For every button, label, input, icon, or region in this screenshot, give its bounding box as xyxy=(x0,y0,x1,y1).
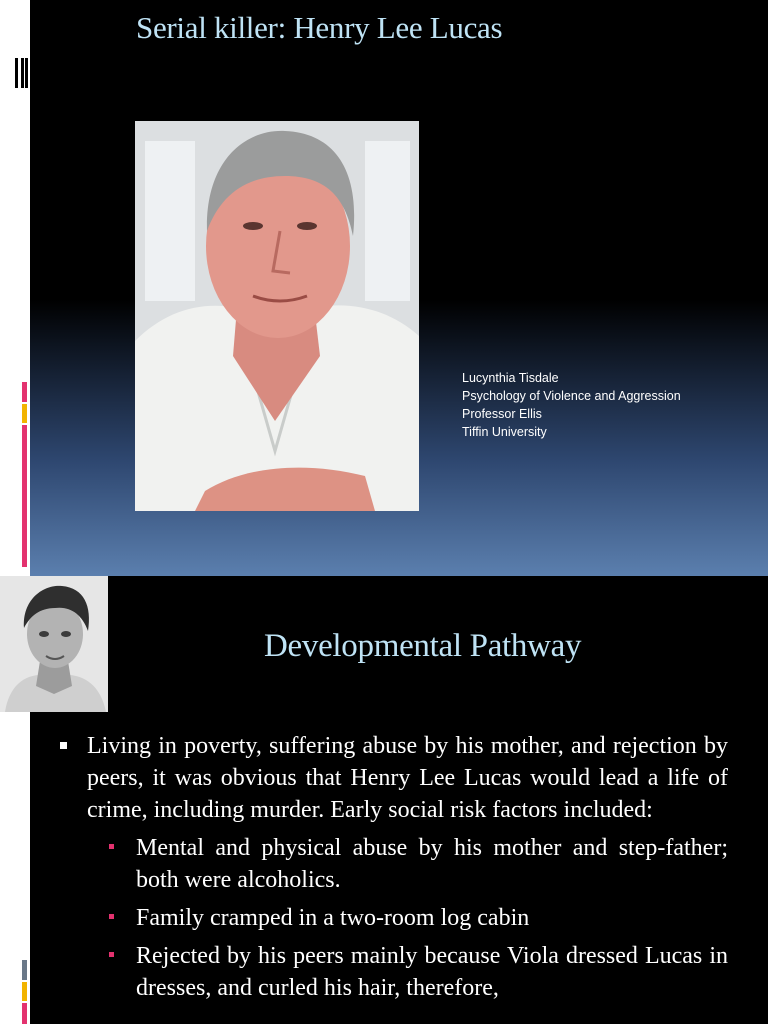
slide-heading: Developmental Pathway xyxy=(264,628,582,664)
accent-bar-yellow xyxy=(22,404,27,423)
main-bullet xyxy=(60,730,728,826)
main-bullet-text: Living in poverty, suffering abuse by his mother, and rejection by peers, it was obvious that Henry Lee Lucas would lead a life of crime, including murder. Early social risk factors included: xyxy=(87,733,728,823)
sub-bullet-list xyxy=(109,832,728,1004)
author-name: Lucynthia Tisdale xyxy=(462,371,559,385)
accent-bar-pink-long xyxy=(22,425,27,567)
square-bullet-icon xyxy=(109,914,114,919)
sub-bullet xyxy=(109,902,728,934)
content-slide xyxy=(0,576,768,1024)
slide-title: Serial killer: Henry Lee Lucas xyxy=(136,10,503,45)
portrait-photo xyxy=(135,121,419,511)
course-name: Psychology of Violence and Aggression xyxy=(462,389,681,403)
accent-bar-yellow xyxy=(22,982,27,1001)
sub-bullet-text: Mental and physical abuse by his mother and step-father; both were alcoholics. xyxy=(136,835,728,893)
square-bullet-icon xyxy=(109,952,114,957)
square-bullet-icon xyxy=(60,742,67,749)
sub-bullet-text: Rejected by his peers mainly because Viola dressed Lucas in dresses, and curled his hair, therefore, xyxy=(136,943,728,1001)
school-name: Tiffin University xyxy=(462,425,547,439)
square-bullet-icon xyxy=(109,844,114,849)
accent-bar-slate xyxy=(22,960,27,980)
accent-bar-pink xyxy=(22,1003,27,1024)
accent-bar-pink xyxy=(22,382,27,402)
presentation-credits xyxy=(462,369,681,441)
sub-bullet xyxy=(109,832,728,896)
childhood-photo xyxy=(0,576,108,712)
sub-bullet xyxy=(109,940,728,1004)
professor-name: Professor Ellis xyxy=(462,407,542,421)
bullet-content xyxy=(60,730,728,1010)
sub-bullet-text: Family cramped in a two-room log cabin xyxy=(136,905,530,931)
vertical-bars-decoration xyxy=(15,58,37,88)
